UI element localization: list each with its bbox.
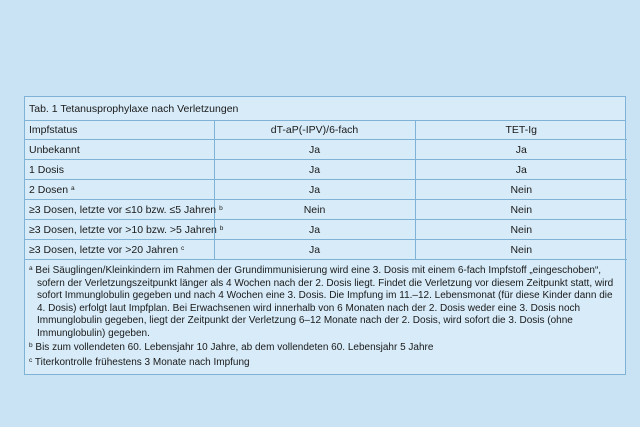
- table-row: [25, 180, 627, 200]
- column-header-impfstatus: Impfstatus: [25, 121, 214, 140]
- dt-ap-cell: Ja: [214, 140, 415, 160]
- tet-ig-cell: Nein: [415, 240, 627, 260]
- table-row: [25, 160, 627, 180]
- impfstatus-cell: ≥3 Dosen, letzte vor >10 bzw. >5 Jahren $^b$: [25, 220, 214, 240]
- dt-ap-cell: Ja: [214, 240, 415, 260]
- prophylaxis-table: [25, 121, 627, 260]
- footnote-c: $^c$ Titerkontrolle frühestens 3 Monate nach Impfung: [29, 356, 250, 368]
- dt-ap-cell: Ja: [214, 160, 415, 180]
- column-header-tet-ig: TET-Ig: [415, 121, 627, 140]
- table-header-row: [25, 121, 627, 140]
- table-title: Tab. 1 Tetanusprophylaxe nach Verletzungen: [25, 97, 625, 121]
- tet-ig-cell: Nein: [415, 180, 627, 200]
- dt-ap-cell: Ja: [214, 220, 415, 240]
- tet-ig-cell: Ja: [415, 140, 627, 160]
- tet-ig-cell: Nein: [415, 200, 627, 220]
- impfstatus-cell: 1 Dosis: [25, 160, 214, 180]
- impfstatus-cell: 2 Dosen $^a$: [25, 180, 214, 200]
- footnotes: [25, 260, 625, 374]
- footnote-b: $^b$ Bis zum vollendeten 60. Lebensjahr 10 Jahre, ab dem vollendeten 60. Lebensjahr 5 Jahre: [29, 342, 434, 353]
- tet-ig-cell: Nein: [415, 220, 627, 240]
- table-row: [25, 200, 627, 220]
- dt-ap-cell: Ja: [214, 180, 415, 200]
- footnote-a: $^a$ Bei Säuglingen/Kleinkindern im Rahmen der Grundimmunisierung wird eine 3. Dosis mit einem 6-fach Impfstoff „eingeschoben“, sofern der Verletzungszeitpunkt länger als 4 Wochen nach der 2. Dosis liegt. Findet die Verletzung vor diesem Zeitpunkt statt, wird sofort Immunglobulin gegeben und nach 4 Wochen eine 3. Dosis. Die Impfung im 11.–12. Lebensmonat (für diese Kinder dann die 4. Dosis) erfolgt laut Impfplan. Bei Erwachsenen wird innerhalb von 6 Monaten nach der 2. Dosis weder eine 3. Dosis noch Immunglobulin gegeben, liegt der Zeitpunkt der Verletzung 6–12 Monate nach der 2. Dosis, wird sofort die 3. Dosis (ohne Immunglobulin) gegeben.: [29, 265, 614, 339]
- table-row: [25, 240, 627, 260]
- impfstatus-cell: ≥3 Dosen, letzte vor >20 Jahren $^c$: [25, 240, 214, 260]
- tet-ig-cell: Ja: [415, 160, 627, 180]
- table-row: [25, 140, 627, 160]
- impfstatus-cell: ≥3 Dosen, letzte vor ≤10 bzw. ≤5 Jahren $^b$: [25, 200, 214, 220]
- table-row: [25, 220, 627, 240]
- column-header-dt-ap: dT-aP(-IPV)/6-fach: [214, 121, 415, 140]
- dt-ap-cell: Nein: [214, 200, 415, 220]
- tetanus-table-card: [24, 96, 626, 375]
- impfstatus-cell: Unbekannt: [25, 140, 214, 160]
